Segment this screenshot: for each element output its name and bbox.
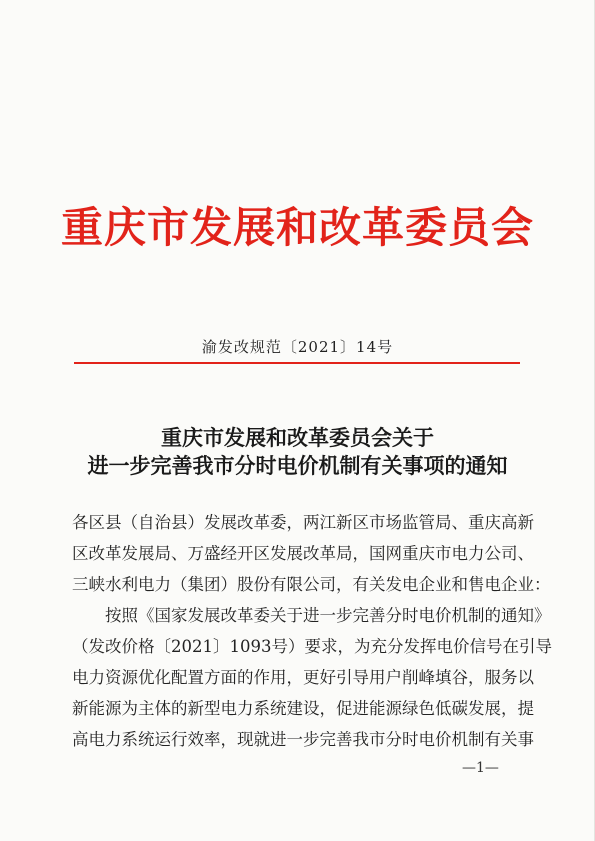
body-line-paragraph-1: 按照《国家发展改革委关于进一步完善分时电价机制的通知》 xyxy=(105,606,551,625)
document-number: 渝发改规范〔2021〕14号 xyxy=(201,338,394,356)
document-title-line-1: 重庆市发展和改革委员会关于 xyxy=(161,425,434,450)
body-line-addressees-1: 各区县（自治县）发展改革委，两江新区市场监管局、重庆高新 xyxy=(72,513,534,532)
body-line-paragraph-3: 电力资源优化配置方面的作用，更好引导用户削峰填谷，服务以 xyxy=(72,668,534,687)
body-line-paragraph-5: 高电力系统运行效率，现就进一步完善我市分时电价机制有关事 xyxy=(72,730,534,749)
organization-header: 重庆市发展和改革委员会 xyxy=(60,203,534,252)
page-number: —1— xyxy=(462,760,499,776)
body-line-addressees-3: 三峡水利电力（集团）股份有限公司，有关发电企业和售电企业： xyxy=(72,575,551,594)
body-line-addressees-2: 区改革发展局、万盛经开区发展改革局，国网重庆市电力公司、 xyxy=(72,544,534,563)
body-line-paragraph-2: （发改价格〔2021〕1093号）要求，为充分发挥电价信号在引导 xyxy=(72,637,552,656)
document-title-line-2: 进一步完善我市分时电价机制有关事项的通知 xyxy=(87,453,508,478)
body-line-paragraph-4: 新能源为主体的新型电力系统建设，促进能源绿色低碳发展，提 xyxy=(72,699,534,718)
red-divider-line xyxy=(74,362,520,364)
